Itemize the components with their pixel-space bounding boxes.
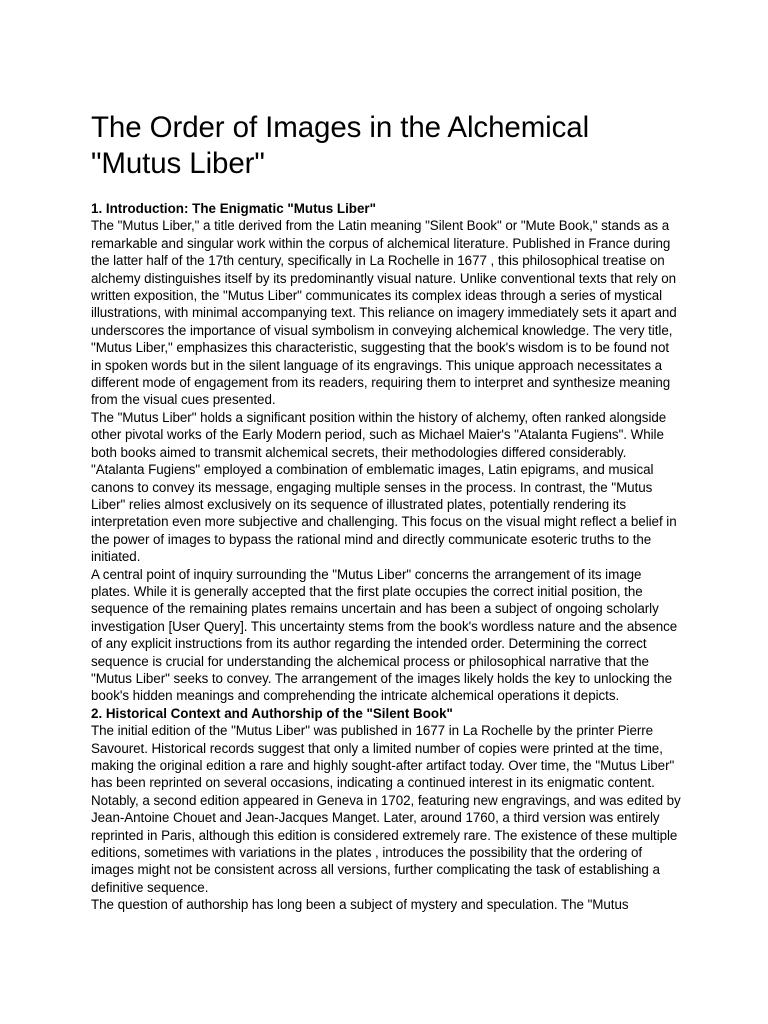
paragraph: The initial edition of the "Mutus Liber" was published in 1677 in La Rochelle by the printer Pierre Savouret. Historical records suggest that only a limited number of copies were printed at the time, making the original edition a rare and highly sought-after artifact today. Over time, the "Mutus Liber" has been reprinted on several occasions, indicating a continued interest in its enigmatic content. Notably, a second edition appeared in Geneva in 1702, featuring new engravings, and was edited by Jean-Antoine Chouet and Jean-Jacques Manget. Later, around 1760, a third version was entirely reprinted in Paris, although this edition is considered extremely rare. The existence of these multiple editions, sometimes with variations in the plates , introduces the possibility that the ordering of images might not be consistent across all versions, further complicating the task of establishing a definitive sequence. <box>91 723 681 895</box>
section-introduction <box>91 200 681 705</box>
paragraph: The "Mutus Liber," a title derived from the Latin meaning "Silent Book" or "Mute Book," stands as a remarkable and singular work within the corpus of alchemical literature. Published in France during the latter half of the 17th century, specifically in La Rochelle in 1677 , this philosophical treatise on alchemy distinguishes itself by its predominantly visual nature. Unlike conventional texts that rely on written exposition, the "Mutus Liber" communicates its complex ideas through a series of mystical illustrations, with minimal accompanying text. This reliance on imagery immediately sets it apart and underscores the importance of visual symbolism in conveying alchemical knowledge. The very title, "Mutus Liber," emphasizes this characteristic, suggesting that the book's wisdom is to be found not in spoken words but in the silent language of its engravings. This unique approach necessitates a different mode of engagement from its readers, requiring them to interpret and synthesize meaning from the visual cues presented. <box>91 218 677 408</box>
paragraph: A central point of inquiry surrounding the "Mutus Liber" concerns the arrangement of its image plates. While it is generally accepted that the first plate occupies the correct initial position, the sequence of the remaining plates remains uncertain and has been a subject of ongoing scholarly investigation [User Query]. This uncertainty stems from the book's wordless nature and the absence of any explicit instructions from its author regarding the intended order. Determining the correct sequence is crucial for understanding the alchemical process or philosophical narrative that the "Mutus Liber" seeks to convey. The arrangement of the images likely holds the key to unlocking the book's hidden meanings and comprehending the intricate alchemical operations it depicts. <box>91 566 678 704</box>
section-historical-context <box>91 705 681 914</box>
document-page <box>91 110 681 914</box>
section-heading: 1. Introduction: The Enigmatic "Mutus Liber" <box>91 201 376 216</box>
paragraph: The question of authorship has long been a subject of mystery and speculation. The "Mutus <box>91 897 629 913</box>
section-heading: 2. Historical Context and Authorship of the "Silent Book" <box>91 705 453 721</box>
document-title: The Order of Images in the Alchemical "Mutus Liber" <box>91 111 590 180</box>
paragraph: The "Mutus Liber" holds a significant position within the history of alchemy, often ranked alongside other pivotal works of the Early Modern period, such as Michael Maier's "Atalanta Fugiens". While both books aimed to transmit alchemical secrets, their methodologies differed considerably. "Atalanta Fugiens" employed a combination of emblematic images, Latin epigrams, and musical canons to convey its message, engaging multiple senses in the process. In contrast, the "Mutus Liber" relies almost exclusively on its sequence of illustrated plates, potentially rendering its interpretation even more subjective and challenging. This focus on the visual might reflect a belief in the power of images to bypass the rational mind and directly communicate esoteric truths to the initiated. <box>91 409 677 565</box>
